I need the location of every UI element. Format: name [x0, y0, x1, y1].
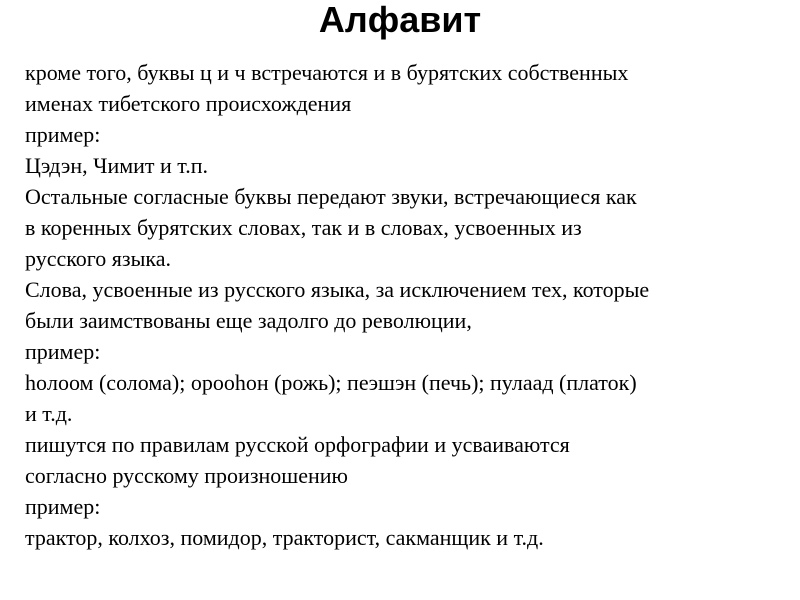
text-line: Остальные согласные буквы передают звуки, встречающиеся как [25, 184, 637, 209]
text-line: Цэдэн, Чимит и т.п. [25, 153, 209, 178]
text-line: русского языка. [25, 246, 171, 271]
slide-body [25, 57, 795, 553]
text-line: именах тибетского происхождения [25, 91, 352, 116]
text-line: пример: [25, 494, 101, 519]
text-line: трактор, колхоз, помидор, тракторист, сакманщик и т.д. [25, 525, 544, 550]
text-line: hoлоом (солома); ороohoн (рожь); пеэшэн (печь); пулаад (платок) [25, 370, 637, 395]
text-line: были заимствованы еще задолго до революции, [25, 308, 472, 333]
text-line: в коренных бурятских словах, так и в словах, усвоенных из [25, 215, 582, 240]
text-line: пример: [25, 122, 101, 147]
text-line: пишутся по правилам русской орфографии и усваиваются [25, 432, 570, 457]
slide-title: Алфавит [318, 0, 482, 40]
text-line: пример: [25, 339, 101, 364]
text-line: и т.д. [25, 401, 73, 426]
text-line: Слова, усвоенные из русского языка, за исключением тех, которые [25, 277, 650, 302]
text-line: кроме того, буквы ц и ч встречаются и в бурятских собственных [25, 60, 629, 85]
text-line: согласно русскому произношению [25, 463, 348, 488]
